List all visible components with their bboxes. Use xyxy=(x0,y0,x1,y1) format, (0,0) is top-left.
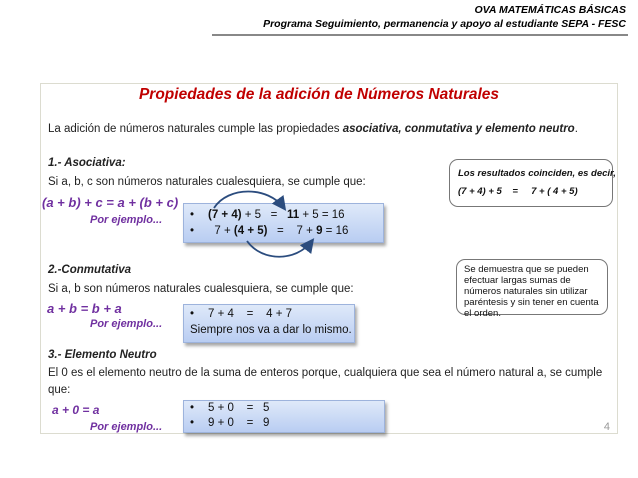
asociativa-example-2: • 7 + (4 + 5) = 7 + 9 = 16 xyxy=(190,225,349,237)
conmutativa-heading: 2.-Conmutativa xyxy=(48,264,132,276)
conmutativa-formula: a + b = b + a xyxy=(47,301,122,316)
asociativa-formula: (a + b) + c = a + (b + c) xyxy=(42,195,179,210)
header-subtitle: Programa Seguimiento, permanencia y apoyo al estudiante SEPA - FESC xyxy=(263,18,626,30)
neutro-description-cont: que: xyxy=(48,384,71,396)
conmutativa-callout: Se demuestra que se pueden efectuar largas sumas de números naturales sin utilizar paréntesis y sin tener en cuenta el orden. xyxy=(456,259,608,315)
intro-properties: asociativa, conmutativa y elemento neutro xyxy=(342,123,575,135)
neutro-description: El 0 es el elemento neutro de la suma de enteros porque, cualquiera que sea el número natural a, se cumple xyxy=(48,367,603,379)
neutro-heading: 3.- Elemento Neutro xyxy=(48,349,157,361)
header-title: OVA MATEMÁTICAS BÁSICAS xyxy=(474,4,626,16)
neutro-formula: a + 0 = a xyxy=(52,403,100,417)
slide-title: Propiedades de la adición de Números Naturales xyxy=(138,86,500,103)
page-number: 4 xyxy=(603,421,610,433)
conmutativa-example-2: Siempre nos va a dar lo mismo. xyxy=(190,324,352,336)
asociativa-callout-line-1: Los resultados coinciden, es decir, xyxy=(458,168,616,179)
conmutativa-description: Si a, b son números naturales cualesquiera, se cumple que: xyxy=(48,283,354,295)
neutro-example-label: Por ejemplo... xyxy=(90,421,163,433)
top-arc xyxy=(214,192,284,209)
conmutativa-example-1: • 7 + 4 = 4 + 7 xyxy=(190,308,293,320)
bottom-arc xyxy=(247,241,312,257)
conmutativa-example-label: Por ejemplo... xyxy=(90,318,163,330)
neutro-example-1: • 5 + 0 = 5 xyxy=(190,402,270,414)
asociativa-callout-line-2: (7 + 4) + 5 = 7 + ( 4 + 5) xyxy=(458,186,578,197)
asociativa-heading: 1.- Asociativa: xyxy=(48,157,126,169)
neutro-example-2: • 9 + 0 = 9 xyxy=(190,417,270,429)
asociativa-description: Si a, b, c son números naturales cualesquiera, se cumple que: xyxy=(48,176,366,188)
asociativa-example-label: Por ejemplo... xyxy=(90,214,163,226)
intro-before: La adición de números naturales cumple las propiedades xyxy=(48,123,343,135)
intro-after: . xyxy=(574,123,578,135)
asociativa-example-1: • (7 + 4) + 5 = 11 + 5 = 16 xyxy=(190,209,345,221)
